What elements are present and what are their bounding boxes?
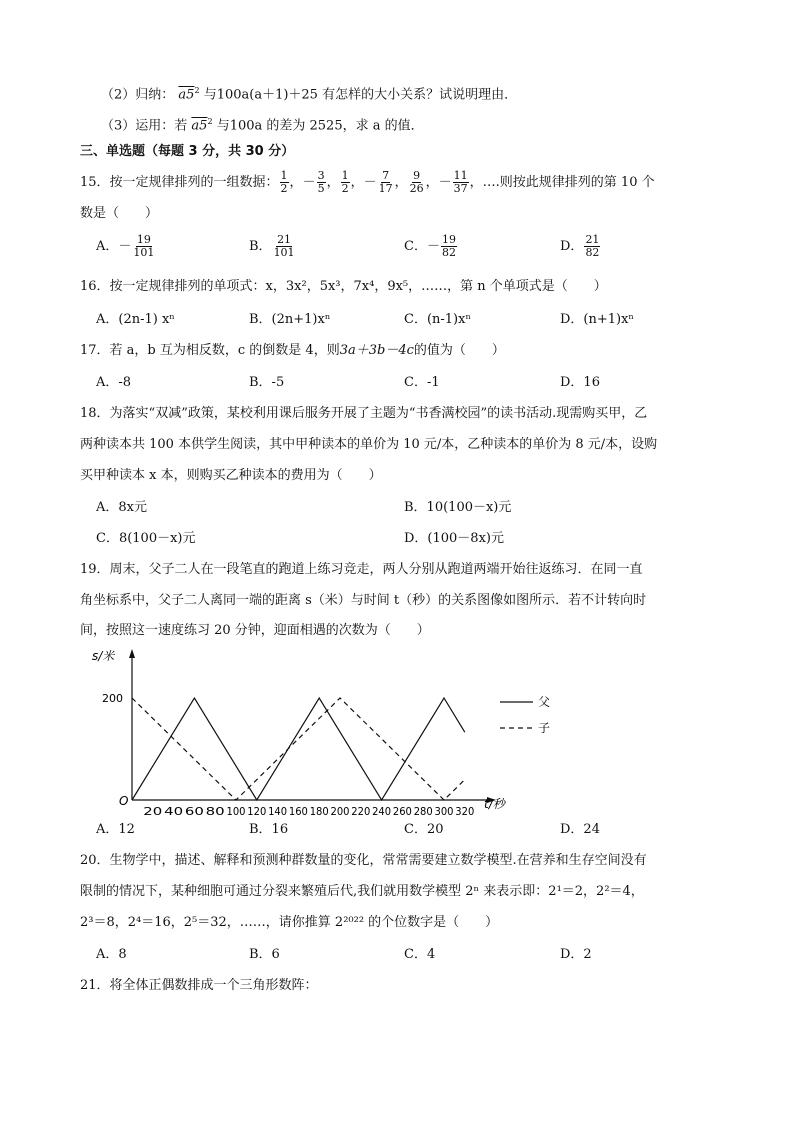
x-tick-label: 120 bbox=[247, 806, 267, 818]
x-tick-label: 280 bbox=[413, 806, 433, 818]
q15-seq-fraction bbox=[408, 169, 426, 195]
q15-stem-a: 15．按一定规律排列的一组数据： bbox=[80, 175, 279, 190]
q15-option-fraction-numerator: 21 bbox=[277, 233, 292, 246]
x-tick-label: 20 bbox=[143, 806, 163, 818]
q19-option-b[interactable]: B．16 bbox=[249, 822, 289, 837]
sup-2: 2 bbox=[194, 86, 200, 95]
comma: ， bbox=[394, 175, 408, 190]
series-line-son bbox=[132, 698, 465, 800]
q15-stem-b: ，….则按此规律排列的第 10 个 bbox=[469, 175, 655, 190]
q15-seq-fraction bbox=[302, 169, 327, 195]
q15-seq-fraction-sign: － bbox=[438, 175, 452, 190]
q15-seq-fraction-denominator: 2 bbox=[280, 182, 288, 195]
q18-option-d[interactable]: D．(100－8x)元 bbox=[404, 531, 504, 546]
q15-option-fraction-denominator: 101 bbox=[133, 246, 155, 259]
q20-line2: 限制的情况下，某种细胞可通过分裂来繁殖后代,我们就用数学模型 2ⁿ 来表示即：2¹＝2，2²＝4， bbox=[80, 884, 644, 899]
x-tick-label: 80 bbox=[205, 806, 225, 818]
q18-option-a[interactable]: A．8x元 bbox=[96, 500, 147, 515]
y-tick-label: 200 bbox=[102, 692, 123, 705]
q15-option-fraction bbox=[272, 233, 297, 259]
q20-option-c[interactable]: C．4 bbox=[404, 947, 436, 962]
part3-label: （3）运用：若 bbox=[101, 118, 188, 134]
section-title: 三、单选题（每题 3 分，共 30 分） bbox=[80, 144, 295, 159]
distance-time-chart bbox=[90, 645, 590, 820]
x-tick-label: 240 bbox=[372, 806, 392, 818]
legend-label: 子 bbox=[538, 721, 551, 735]
sup-2b: 2 bbox=[207, 117, 213, 126]
q18-option-b[interactable]: B．10(100－x)元 bbox=[404, 500, 512, 515]
q15-seq-fraction-sign: － bbox=[302, 175, 316, 190]
comma: ， bbox=[289, 175, 303, 190]
q17-option-a[interactable]: A．-8 bbox=[96, 375, 132, 390]
x-axis-label: t/秒 bbox=[484, 797, 505, 811]
q18-line1: 18．为落实“双减”政策，某校利用课后服务开展了主题为“书香满校园”的读书活动.现需购买甲，乙 bbox=[80, 406, 648, 421]
q17-stem-a: 17．若 a，b 互为相反数，c 的倒数是 4，则 bbox=[80, 343, 340, 358]
overline-a5: a5 bbox=[178, 87, 195, 103]
q15-seq-fraction-numerator: 1 bbox=[341, 169, 349, 182]
q15-option-fraction bbox=[118, 233, 156, 259]
overline-a5-2: a5 bbox=[191, 118, 208, 134]
x-tick-label: 160 bbox=[288, 806, 308, 818]
q15-seq-fraction-denominator: 2 bbox=[341, 182, 349, 195]
q15-seq-fraction-denominator: 17 bbox=[378, 182, 393, 195]
q15-stem-c: 数是（ ） bbox=[80, 206, 159, 221]
x-tick-label: 260 bbox=[392, 806, 412, 818]
part3-text: 与100a 的差为 2525，求 a 的值． bbox=[216, 118, 424, 134]
q15-option-fraction-sign: － bbox=[118, 239, 132, 254]
q15-seq-fraction bbox=[340, 169, 351, 195]
q19-line1: 19．周末，父子二人在一段笔直的跑道上练习竞走，两人分别从跑道两端开始往返练习．在同一直 bbox=[80, 562, 643, 577]
q18-line3: 买甲种读本 x 本，则购买乙种读本的费用为（ ） bbox=[80, 468, 382, 483]
q17-stem bbox=[80, 342, 505, 360]
q15-option-fraction-sign: － bbox=[426, 239, 440, 254]
x-tick-label: 300 bbox=[434, 806, 454, 818]
x-tick-label: 180 bbox=[309, 806, 329, 818]
q15-option-fraction bbox=[583, 233, 601, 259]
q15-seq-fraction-numerator: 11 bbox=[453, 169, 468, 182]
comma: ， bbox=[350, 175, 364, 190]
comma: ， bbox=[425, 175, 439, 190]
q19-option-d[interactable]: D．24 bbox=[560, 822, 600, 837]
q20-line3: 2³＝8，2⁴＝16，2⁵＝32，……，请你推算 2²⁰²² 的个位数字是（ ） bbox=[80, 915, 499, 930]
q15-option-fraction-numerator: 21 bbox=[585, 233, 600, 246]
q16-option-b[interactable]: B．(2n+1)xⁿ bbox=[249, 312, 331, 327]
q16-option-c[interactable]: C．(n-1)xⁿ bbox=[404, 312, 472, 327]
q20-option-d[interactable]: D．2 bbox=[560, 947, 592, 962]
q15-seq-fraction-denominator: 37 bbox=[453, 182, 468, 195]
q15-option-c[interactable] bbox=[404, 234, 458, 260]
q17-option-b[interactable]: B．-5 bbox=[249, 375, 285, 390]
q19-option-a[interactable]: A．12 bbox=[96, 822, 135, 837]
q15-option-fraction-denominator: 101 bbox=[273, 246, 295, 259]
q15-seq-fraction-numerator: 9 bbox=[413, 169, 421, 182]
q15-option-fraction-denominator: 82 bbox=[441, 246, 456, 259]
q15-seq-fraction-numerator: 3 bbox=[317, 169, 325, 182]
q15-line1 bbox=[80, 170, 655, 196]
q15-sequence bbox=[279, 169, 470, 195]
part2-line bbox=[101, 82, 517, 104]
q15-seq-fraction-numerator: 1 bbox=[280, 169, 288, 182]
q15-option-fraction-denominator: 82 bbox=[585, 246, 600, 259]
part2-label: （2）归纳： bbox=[101, 87, 175, 103]
x-tick-label: 320 bbox=[455, 806, 475, 818]
q15-seq-fraction-denominator: 5 bbox=[317, 182, 325, 195]
q19-line2: 角坐标系中，父子二人离同一端的距离 s（米）与时间 t（秒）的关系图像如图所示．若不计转向时 bbox=[80, 593, 647, 608]
q15-seq-fraction bbox=[438, 169, 470, 195]
comma: ， bbox=[326, 175, 340, 190]
part2-text: 与100a(a＋1)＋25 有怎样的大小关系？试说明理由． bbox=[203, 87, 518, 103]
x-tick-label: 220 bbox=[351, 806, 371, 818]
part3-line bbox=[101, 113, 424, 135]
q15-seq-fraction bbox=[363, 169, 395, 195]
q20-option-b[interactable]: B．6 bbox=[249, 947, 280, 962]
series-line-father bbox=[132, 698, 465, 800]
y-axis-arrow bbox=[129, 649, 135, 658]
q18-line2: 两种读本共 100 本供学生阅读，其中甲种读本的单价为 10 元/本，乙种读本的单价为 8 元/本，设购 bbox=[80, 437, 658, 452]
q19-option-c[interactable]: C．20 bbox=[404, 822, 444, 837]
option-label: A． bbox=[96, 239, 119, 254]
x-tick-label: 200 bbox=[330, 806, 350, 818]
option-label: D． bbox=[560, 239, 584, 254]
q15-seq-fraction-sign: － bbox=[363, 175, 377, 190]
q17-stem-b: 的值为（ ） bbox=[413, 343, 505, 358]
x-tick-label: 100 bbox=[226, 806, 246, 818]
x-tick-label: 60 bbox=[184, 806, 204, 818]
q21-stem: 21．将全体正偶数排成一个三角形数阵： bbox=[80, 978, 318, 993]
q18-option-c[interactable]: C．8(100－x)元 bbox=[96, 531, 196, 546]
y-axis-label: s/米 bbox=[92, 649, 115, 663]
q17-option-c[interactable]: C．-1 bbox=[404, 375, 440, 390]
q16-option-a[interactable]: A．(2n-1) xⁿ bbox=[96, 312, 175, 327]
q19-line3: 间，按照这一速度练习 20 分钟，迎面相遇的次数为（ ） bbox=[80, 623, 430, 638]
q16-option-d[interactable]: D．(n+1)xⁿ bbox=[560, 312, 635, 327]
q15-seq-fraction bbox=[279, 169, 290, 195]
q15-option-fraction-numerator: 19 bbox=[441, 233, 456, 246]
q15-option-a[interactable] bbox=[96, 234, 156, 260]
legend-label: 父 bbox=[538, 695, 551, 709]
x-tick-label: 140 bbox=[268, 806, 288, 818]
q20-option-a[interactable]: A．8 bbox=[96, 947, 127, 962]
q15-seq-fraction-denominator: 26 bbox=[409, 182, 424, 195]
q15-option-fraction bbox=[426, 233, 458, 259]
q17-expr: 3a＋3b－4c bbox=[339, 343, 414, 358]
q16-stem: 16．按一定规律排列的单项式：x，3x²，5x³，7x⁴，9x⁵，……，第 n 个单项式是（ ） bbox=[80, 279, 607, 294]
q15-option-b[interactable] bbox=[249, 234, 297, 260]
q20-line1: 20．生物学中，描述、解释和预测种群数量的变化，常常需要建立数学模型.在营养和生存空间没有 bbox=[80, 853, 647, 868]
q15-option-fraction-numerator: 19 bbox=[136, 233, 151, 246]
q15-option-d[interactable] bbox=[560, 234, 601, 260]
x-tick-label: 40 bbox=[164, 806, 184, 818]
option-label: B． bbox=[249, 239, 272, 254]
q17-option-d[interactable]: D．16 bbox=[560, 375, 600, 390]
q15-seq-fraction-numerator: 7 bbox=[382, 169, 390, 182]
option-label: C． bbox=[404, 239, 427, 254]
origin-label: O bbox=[119, 794, 129, 808]
